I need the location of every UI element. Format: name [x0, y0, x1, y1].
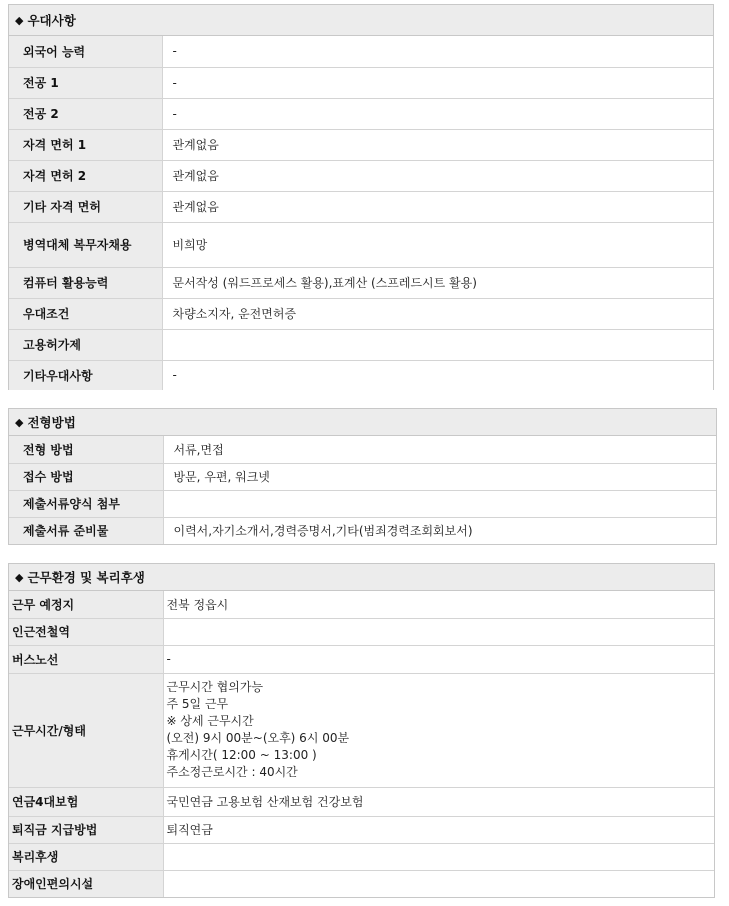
row-label: 자격 면허 2 — [9, 160, 162, 191]
work-hours-line: 주 5일 근무 — [166, 697, 229, 711]
row-value: 국민연금 고용보험 산재보험 건강보험 — [163, 787, 714, 816]
table-row — [9, 160, 713, 191]
row-label: 외국어 능력 — [9, 36, 162, 67]
row-value: - — [162, 36, 713, 67]
selection-table — [9, 436, 716, 544]
row-value: 문서작성 (워드프로세스 활용),표계산 (스프레드시트 활용) — [162, 267, 713, 298]
row-value: 전북 정읍시 — [163, 591, 714, 618]
row-value: 퇴직연금 — [163, 816, 714, 843]
environment-header — [9, 564, 714, 591]
row-label: 전공 2 — [9, 98, 162, 129]
table-row — [9, 436, 716, 463]
row-label: 복리후생 — [9, 843, 163, 870]
selection-header — [9, 409, 716, 436]
row-value — [163, 870, 714, 897]
row-value: - — [162, 360, 713, 390]
row-label: 인근전철역 — [9, 618, 163, 645]
row-label: 근무 예정지 — [9, 591, 163, 618]
diamond-bullet-icon: ◆ — [15, 415, 24, 429]
work-hours-line: 근무시간 협의가능 — [166, 680, 264, 694]
table-row — [9, 98, 713, 129]
table-row — [9, 645, 714, 673]
row-value: 방문, 우편, 워크넷 — [163, 463, 716, 490]
row-label: 고용허가제 — [9, 329, 162, 360]
preferences-table — [9, 36, 713, 390]
table-row — [9, 787, 714, 816]
table-row — [9, 517, 716, 544]
table-row — [9, 843, 714, 870]
row-label: 기타우대사항 — [9, 360, 162, 390]
table-row — [9, 267, 713, 298]
preferences-title: 우대사항 — [27, 13, 76, 28]
table-row — [9, 618, 714, 645]
row-value: 관계없음 — [162, 129, 713, 160]
row-value: - — [163, 645, 714, 673]
row-label: 접수 방법 — [9, 463, 163, 490]
diamond-bullet-icon: ◆ — [15, 13, 24, 27]
table-row — [9, 463, 716, 490]
row-value: 관계없음 — [162, 160, 713, 191]
table-row — [9, 591, 714, 618]
row-label: 근무시간/형태 — [9, 673, 163, 787]
table-row — [9, 67, 713, 98]
row-value: - — [162, 98, 713, 129]
row-value — [162, 329, 713, 360]
row-label: 병역대체 복무자채용 — [9, 222, 162, 267]
table-row — [9, 329, 713, 360]
table-row — [9, 870, 714, 897]
row-value — [163, 843, 714, 870]
row-label: 자격 면허 1 — [9, 129, 162, 160]
work-hours-value — [163, 673, 714, 787]
table-row — [9, 490, 716, 517]
selection-title: 전형방법 — [27, 415, 76, 430]
row-value: 서류,면접 — [163, 436, 716, 463]
preferences-section — [8, 4, 714, 390]
row-label: 전형 방법 — [9, 436, 163, 463]
row-label: 연금4대보험 — [9, 787, 163, 816]
table-row — [9, 298, 713, 329]
row-label: 우대조건 — [9, 298, 162, 329]
environment-table — [9, 591, 714, 897]
row-label: 컴퓨터 활용능력 — [9, 267, 162, 298]
row-label: 제출서류양식 첨부 — [9, 490, 163, 517]
row-value — [163, 618, 714, 645]
row-value: 이력서,자기소개서,경력증명서,기타(범죄경력조회회보서) — [163, 517, 716, 544]
row-value: 비희망 — [162, 222, 713, 267]
row-label: 전공 1 — [9, 67, 162, 98]
row-label: 퇴직금 지급방법 — [9, 816, 163, 843]
row-label: 기타 자격 면허 — [9, 191, 162, 222]
row-label: 제출서류 준비물 — [9, 517, 163, 544]
table-row — [9, 191, 713, 222]
diamond-bullet-icon: ◆ — [15, 570, 24, 584]
table-row — [9, 222, 713, 267]
selection-section — [8, 408, 717, 545]
row-value — [163, 490, 716, 517]
table-row — [9, 816, 714, 843]
table-row — [9, 673, 714, 787]
preferences-header — [9, 5, 713, 36]
work-hours-line: (오전) 9시 00분~(오후) 6시 00분 — [166, 731, 350, 745]
row-label: 버스노선 — [9, 645, 163, 673]
work-hours-line: 주소정근로시간 : 40시간 — [166, 765, 298, 779]
row-value: - — [162, 67, 713, 98]
table-row — [9, 129, 713, 160]
work-hours-line: 휴게시간( 12:00 ~ 13:00 ) — [166, 748, 317, 762]
table-row — [9, 36, 713, 67]
row-value: 차량소지자, 운전면허증 — [162, 298, 713, 329]
environment-title: 근무환경 및 복리후생 — [27, 570, 145, 585]
work-hours-line: ※ 상세 근무시간 — [166, 714, 254, 728]
row-label: 장애인편의시설 — [9, 870, 163, 897]
table-row — [9, 360, 713, 390]
row-value: 관계없음 — [162, 191, 713, 222]
environment-section — [8, 563, 715, 898]
